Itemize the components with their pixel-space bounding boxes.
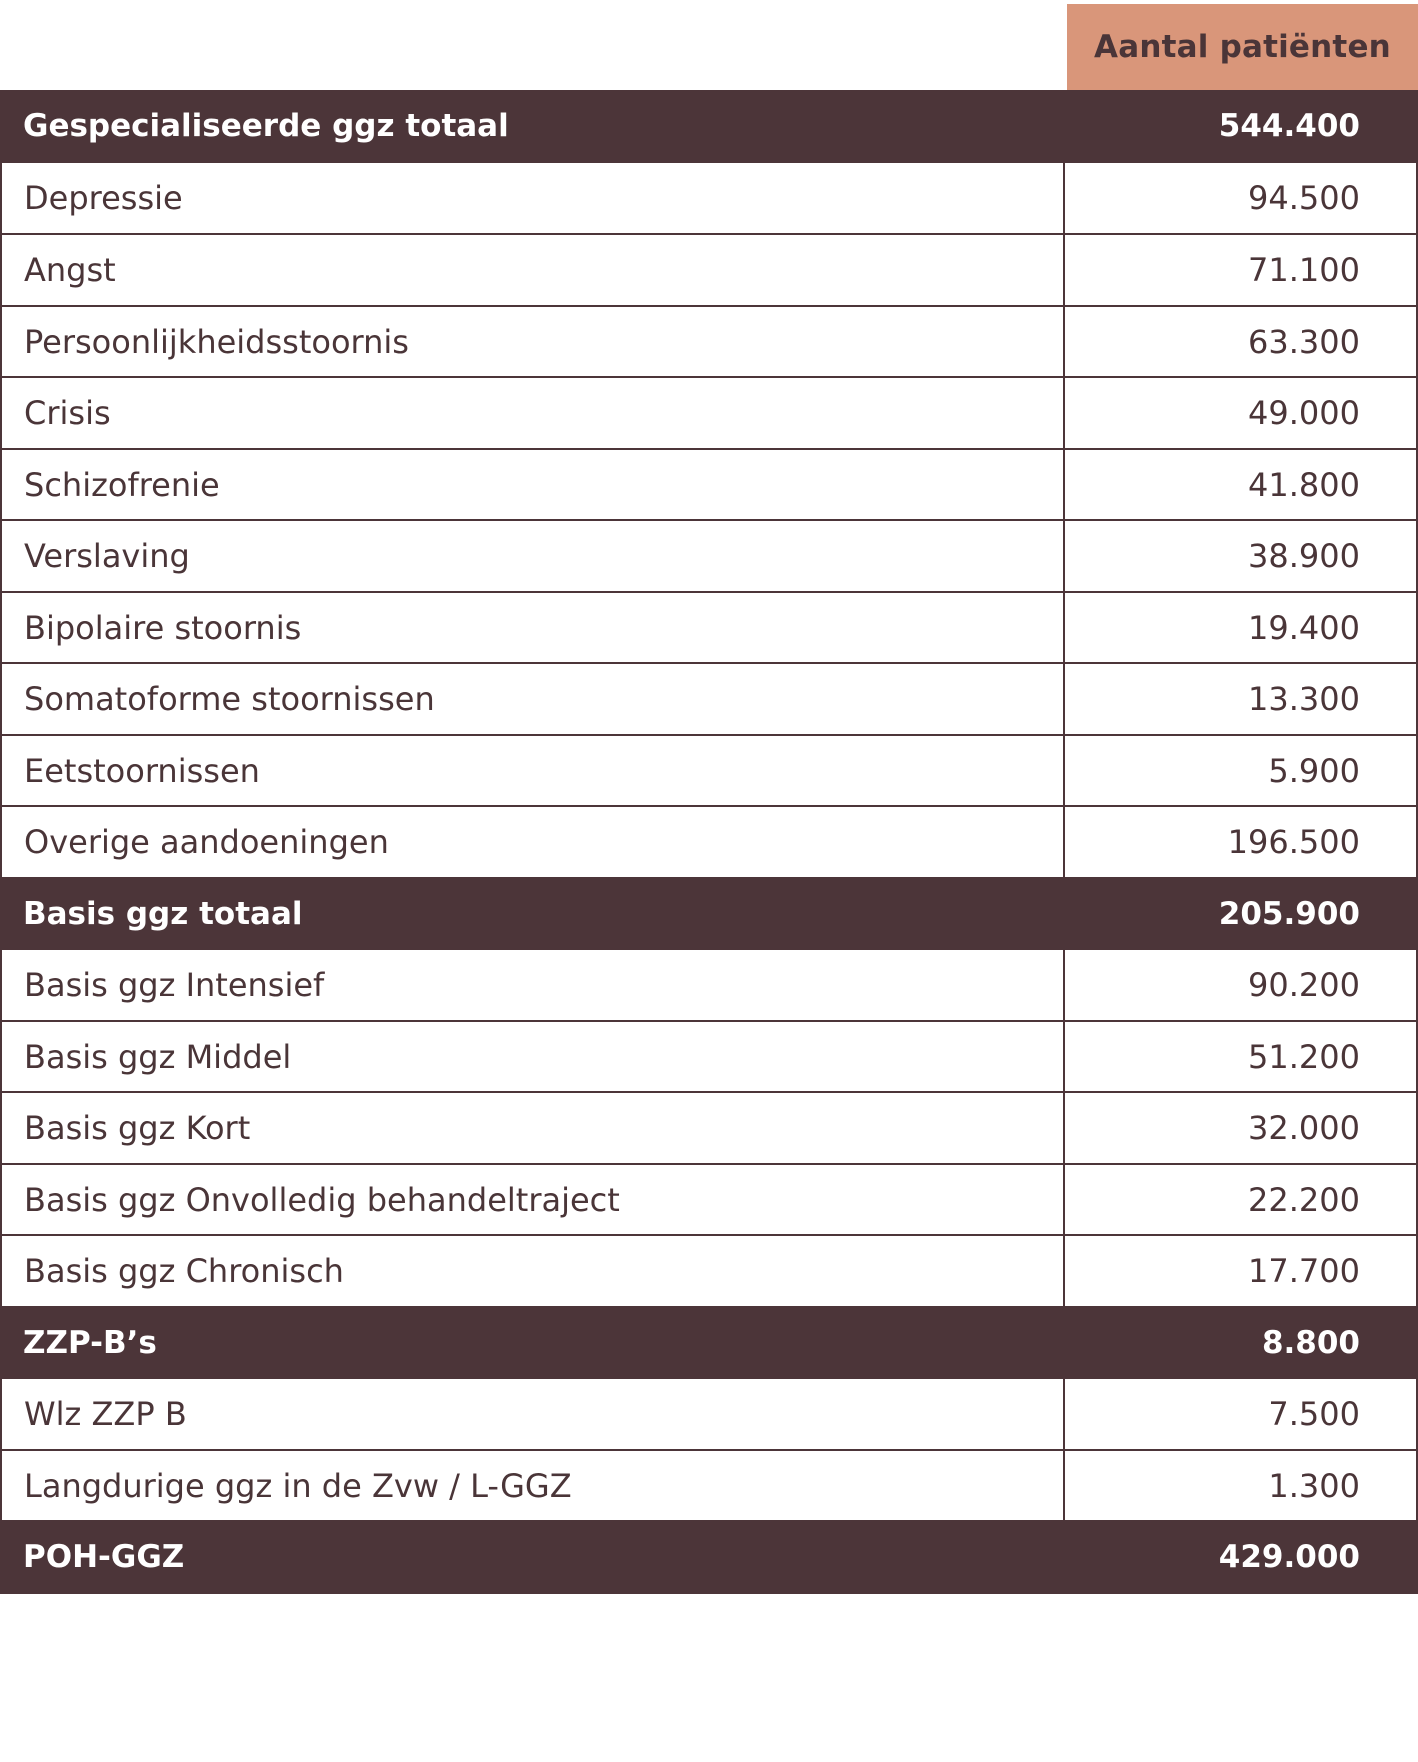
table-row <box>0 521 1418 593</box>
table-row <box>0 1093 1418 1165</box>
table-section-row <box>0 879 1418 950</box>
table-row <box>0 163 1418 235</box>
row-value: 22.200 <box>1248 1180 1360 1219</box>
section-total-value: 544.400 <box>1218 107 1360 144</box>
row-value: 38.900 <box>1248 537 1360 575</box>
table-row <box>0 950 1418 1022</box>
table-row <box>0 1379 1418 1451</box>
table-row <box>0 593 1418 664</box>
row-value: 90.200 <box>1248 966 1360 1004</box>
row-label: Basis ggz Kort <box>2 1093 1065 1163</box>
column-header-aantal-patienten: Aantal patiënten <box>1067 4 1418 90</box>
row-value: 71.100 <box>1248 251 1360 289</box>
row-label: Basis ggz Chronisch <box>2 1236 1065 1306</box>
row-value: 1.300 <box>1268 1466 1360 1505</box>
table-row <box>0 1165 1418 1236</box>
table-section-row <box>0 1522 1418 1594</box>
table-row <box>0 1022 1418 1093</box>
row-value: 41.800 <box>1248 465 1360 504</box>
row-label: Wlz ZZP B <box>2 1379 1065 1449</box>
row-value: 13.300 <box>1248 680 1360 718</box>
table-row <box>0 807 1418 879</box>
table-row <box>0 378 1418 450</box>
section-total-value: 205.900 <box>1218 895 1360 932</box>
table-section-row <box>0 1308 1418 1379</box>
section-label: POH-GGZ <box>23 1539 185 1575</box>
section-label: Basis ggz totaal <box>23 895 303 932</box>
row-label: Angst <box>2 235 1065 305</box>
row-value: 196.500 <box>1227 823 1360 861</box>
section-label: ZZP-B’s <box>23 1324 157 1361</box>
row-value: 5.900 <box>1268 751 1360 790</box>
table-row <box>0 736 1418 807</box>
row-value: 32.000 <box>1248 1109 1360 1147</box>
row-label: Depressie <box>2 163 1065 233</box>
table-row <box>0 1236 1418 1308</box>
section-total-value: 8.800 <box>1261 1324 1360 1361</box>
row-value: 63.300 <box>1248 322 1360 361</box>
row-value: 94.500 <box>1248 179 1360 217</box>
row-value: 19.400 <box>1248 608 1360 647</box>
table-row <box>0 235 1418 307</box>
table-row <box>0 307 1418 378</box>
section-label: Gespecialiseerde ggz totaal <box>23 107 509 144</box>
row-label: Basis ggz Onvolledig behandeltraject <box>2 1165 1065 1234</box>
table-header-row <box>0 0 1418 90</box>
table-row <box>0 664 1418 736</box>
row-label: Overige aandoeningen <box>2 807 1065 877</box>
table-row <box>0 450 1418 521</box>
table-section-row <box>0 90 1418 163</box>
row-label: Schizofrenie <box>2 450 1065 519</box>
row-label: Persoonlijkheidsstoornis <box>2 307 1065 376</box>
table-row <box>0 1451 1418 1522</box>
row-label: Basis ggz Intensief <box>2 950 1065 1020</box>
row-label: Bipolaire stoornis <box>2 593 1065 662</box>
row-label: Langdurige ggz in de Zvw / L-GGZ <box>2 1451 1065 1520</box>
row-label: Verslaving <box>2 521 1065 591</box>
patient-count-table <box>0 90 1418 1594</box>
row-label: Eetstoornissen <box>2 736 1065 805</box>
row-label: Somatoforme stoornissen <box>2 664 1065 734</box>
row-value: 7.500 <box>1268 1395 1360 1433</box>
row-value: 17.700 <box>1248 1252 1360 1290</box>
row-value: 49.000 <box>1248 394 1360 432</box>
section-total-value: 429.000 <box>1218 1539 1360 1575</box>
row-label: Basis ggz Middel <box>2 1022 1065 1091</box>
row-label: Crisis <box>2 378 1065 448</box>
row-value: 51.200 <box>1248 1037 1360 1076</box>
